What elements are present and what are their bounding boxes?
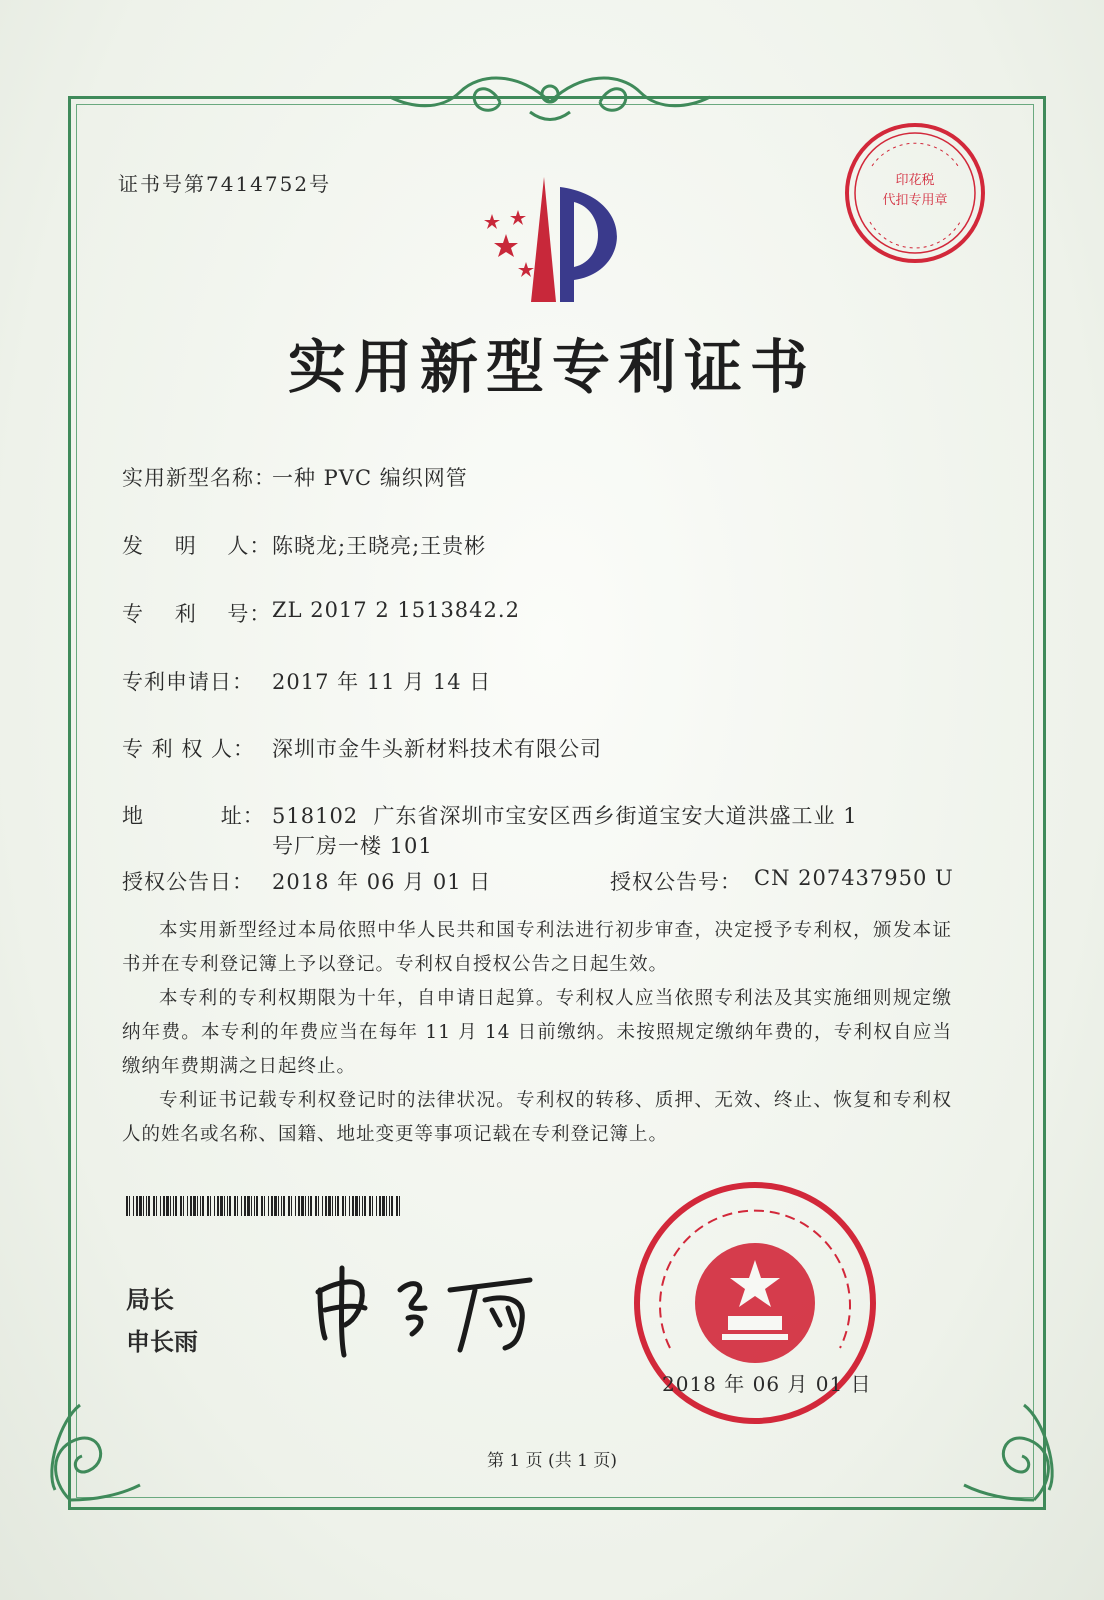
- field-address: [0, 800, 1104, 860]
- director-signature: [300, 1250, 550, 1360]
- field-value-line2: 号厂房一楼 101: [272, 834, 433, 858]
- director-title: 局长: [126, 1286, 174, 1314]
- field-filing-date: [0, 666, 1104, 696]
- paragraph: 专利证书记载专利权登记时的法律状况。专利权的转移、质押、无效、终止、恢复和专利权人的姓名或名称、国籍、地址变更等事项记载在专利登记簿上。: [122, 1090, 952, 1145]
- page-indicator: 第 1 页 (共 1 页): [487, 1451, 617, 1471]
- field-patentee: [0, 733, 1104, 763]
- tax-stamp-seal: [840, 118, 990, 268]
- field-value: 深圳市金牛头新材料技术有限公司: [272, 737, 602, 761]
- patent-office-emblem: [456, 172, 646, 312]
- field-value: 2018 年 06 月 01 日: [272, 870, 492, 894]
- certificate-number: 证书号第7414752号: [118, 172, 332, 196]
- field-value: 一种 PVC 编织网管: [272, 466, 468, 490]
- svg-text:代扣专用章: 代扣专用章: [882, 193, 948, 208]
- field-label: 专 利 号：: [122, 602, 272, 626]
- field-patent-number: [0, 598, 1104, 628]
- field-label: 实用新型名称：: [122, 466, 276, 490]
- field-value-line1: 518102 广东省深圳市宝安区西乡街道宝安大道洪盛工业 1: [272, 804, 858, 828]
- field-value: ZL 2017 2 1513842.2: [272, 598, 520, 622]
- field-grant-number: [610, 866, 1010, 896]
- field-label: 地 址：: [122, 804, 265, 828]
- field-value: CN 207437950 U: [754, 866, 954, 890]
- field-model-name: [0, 462, 1104, 492]
- certificate-title: 实用新型专利证书: [287, 333, 816, 401]
- svg-text:印花税: 印花税: [895, 173, 935, 188]
- top-ornament: [380, 62, 720, 132]
- issue-date: 2018 年 06 月 01 日: [662, 1372, 872, 1396]
- field-label: 授权公告日：: [122, 870, 254, 894]
- legal-statement: [122, 914, 952, 1152]
- field-value: 陈晓龙;王晓亮;王贵彬: [272, 534, 487, 558]
- field-label: 发 明 人：: [122, 534, 272, 558]
- paragraph: 本专利的专利权期限为十年，自申请日起算。专利权人应当依照专利法及其实施细则规定缴纳年费。本专利的年费应当在每年 11 月 14 日前缴纳。未按照规定缴纳年费的，专利权自应当缴纳年费期满之日起终止。: [122, 988, 952, 1077]
- field-inventors: [0, 530, 1104, 560]
- barcode: [126, 1196, 402, 1216]
- field-value: 2017 年 11 月 14 日: [272, 670, 492, 694]
- field-label: 专 利 权 人：: [122, 737, 256, 761]
- paragraph: 本实用新型经过本局依照中华人民共和国专利法进行初步审查，决定授予专利权，颁发本证书并在专利登记簿上予以登记。专利权自授权公告之日起生效。: [122, 920, 952, 975]
- director-name: 申长雨: [126, 1328, 198, 1356]
- field-label: 专利申请日：: [122, 670, 254, 694]
- field-label: 授权公告号：: [610, 870, 742, 894]
